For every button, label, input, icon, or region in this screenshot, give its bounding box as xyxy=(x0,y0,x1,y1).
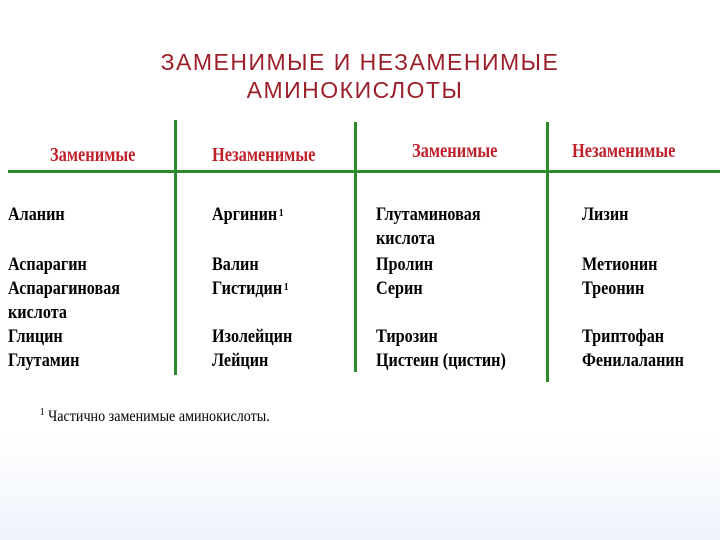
footnote-number: 1 xyxy=(39,406,45,418)
footnote-text: Частично заменимые аминокислоты. xyxy=(48,408,270,425)
cell-cysteine: Цистеин (цистин) xyxy=(376,350,506,371)
header-rule xyxy=(8,170,720,173)
cell-alanine: Аланин xyxy=(8,204,65,225)
cell-valine: Валин xyxy=(212,254,259,275)
footnote-mark: 1 xyxy=(283,281,289,293)
cell-phenylalanine: Фенилаланин xyxy=(582,350,684,371)
cell-arginine-label: Аргинин xyxy=(212,204,278,225)
cell-aspartic: Аспарагиновая xyxy=(8,278,121,299)
cell-lysine: Лизин xyxy=(582,204,629,225)
column-divider-3 xyxy=(546,122,549,382)
cell-glutamine: Глутамин xyxy=(8,350,80,371)
footnote xyxy=(38,408,270,426)
cell-isoleucine: Изолейцин xyxy=(212,326,293,347)
header-col-3: Заменимые xyxy=(412,140,498,162)
cell-histidine-label: Гистидин xyxy=(212,278,283,299)
cell-leucine: Лейцин xyxy=(212,350,269,371)
cell-serine: Серин xyxy=(376,278,423,299)
header-col-2: Незаменимые xyxy=(212,144,316,166)
cell-histidine xyxy=(212,277,289,301)
cell-threonine: Треонин xyxy=(582,278,645,299)
cell-tyrosine: Тирозин xyxy=(376,326,438,347)
slide-title xyxy=(0,48,720,104)
amino-acid-table xyxy=(0,120,720,380)
title-line-1: ЗАМЕНИМЫЕ И НЕЗАМЕНИМЫЕ xyxy=(160,49,560,75)
cell-glutamic: Глутаминовая xyxy=(376,204,481,225)
title-line-2: АМИНОКИСЛОТЫ xyxy=(246,77,464,103)
cell-methionine: Метионин xyxy=(582,254,658,275)
header-col-4: Незаменимые xyxy=(572,140,676,162)
cell-asparagine: Аспарагин xyxy=(8,254,87,275)
cell-glutamic-acid: кислота xyxy=(376,228,435,249)
cell-proline: Пролин xyxy=(376,254,434,275)
column-divider-1 xyxy=(174,120,177,375)
cell-tryptophan: Триптофан xyxy=(582,326,665,347)
column-divider-2 xyxy=(354,122,357,372)
cell-glycine: Глицин xyxy=(8,326,63,347)
cell-aspartic-acid: кислота xyxy=(8,302,67,323)
header-col-1: Заменимые xyxy=(50,144,136,166)
footnote-mark: 1 xyxy=(278,207,284,219)
cell-arginine xyxy=(212,203,284,227)
